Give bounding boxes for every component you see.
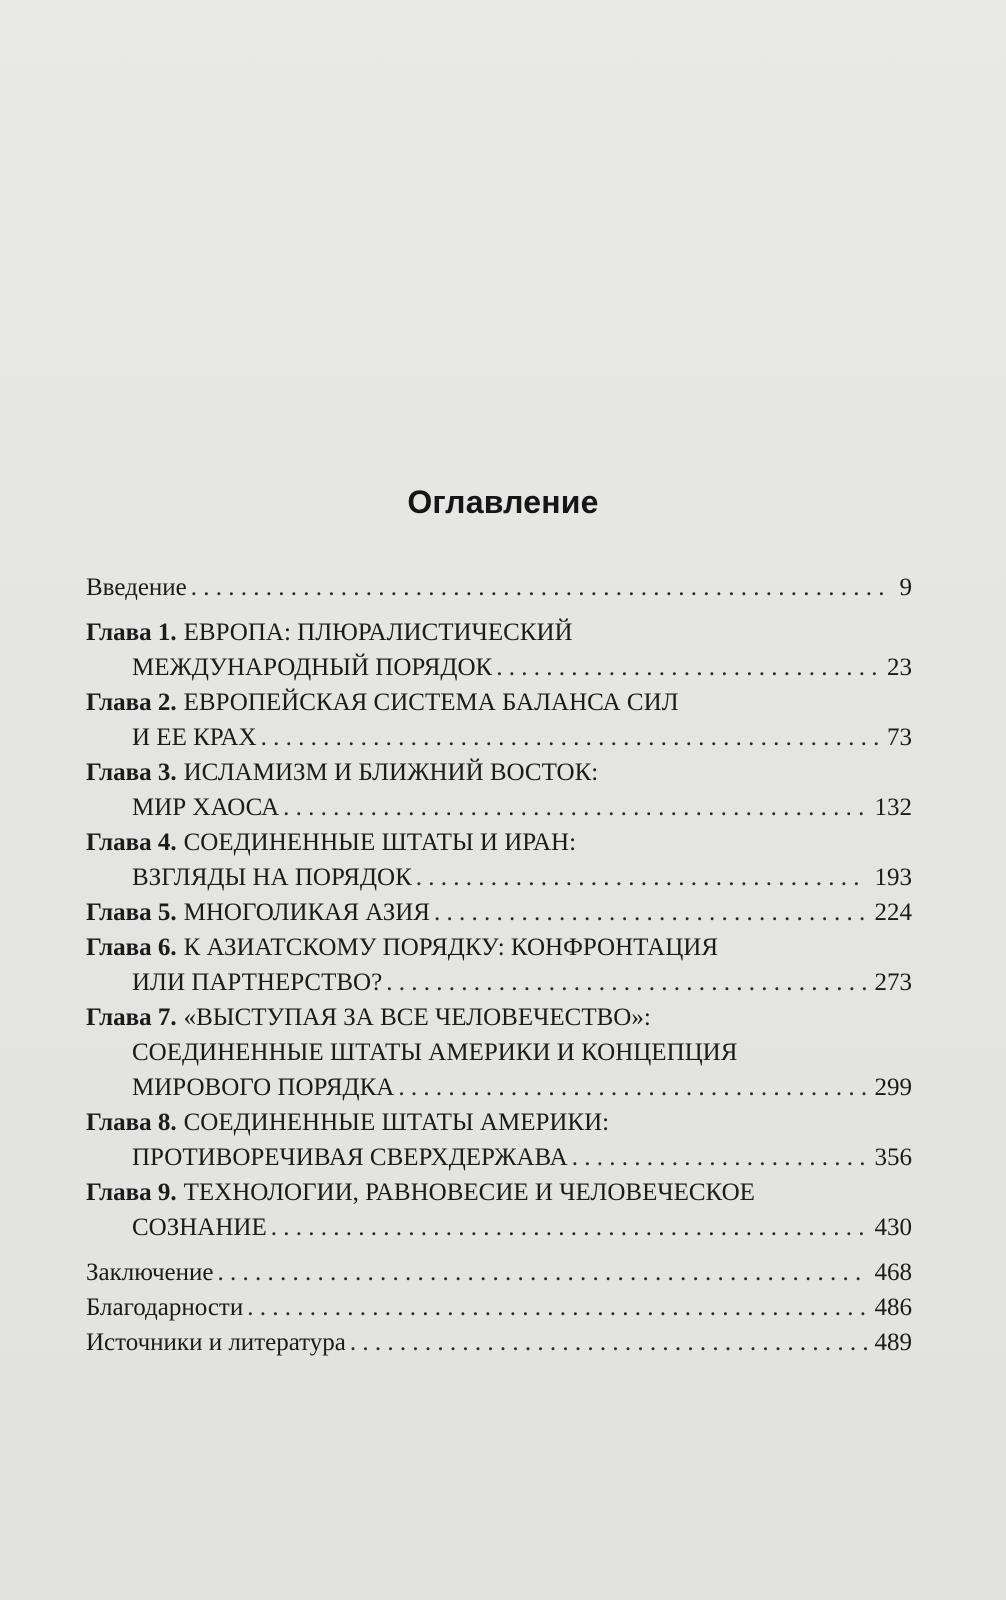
chapter-title-line: ВЗГЛЯДЫ НА ПОРЯДОК <box>132 864 412 891</box>
toc-entry-conclusion <box>86 1255 912 1290</box>
chapter-label: Глава 1. <box>86 619 177 646</box>
toc-page-number: 23 <box>887 654 912 681</box>
dot-leader <box>572 1140 867 1175</box>
dot-leader <box>283 790 866 825</box>
chapter-title-line: МИР ХАОСА <box>132 794 280 821</box>
toc-page-number: 273 <box>874 969 912 996</box>
chapter-label: Глава 4. <box>86 829 177 856</box>
toc-page-number: 468 <box>874 1259 912 1286</box>
chapter-title-line: ТЕХНОЛОГИИ, РАВНОВЕСИЕ И ЧЕЛОВЕЧЕСКОЕ <box>183 1179 755 1206</box>
dot-leader <box>416 860 867 895</box>
chapter-title-line: СОЕДИНЕННЫЕ ШТАТЫ АМЕРИКИ: <box>183 1109 610 1136</box>
dot-leader <box>191 570 892 605</box>
toc-page-number: 73 <box>887 724 912 751</box>
dot-leader <box>398 1070 866 1105</box>
chapter-title-line: К АЗИАТСКОМУ ПОРЯДКУ: КОНФРОНТАЦИЯ <box>183 934 719 961</box>
chapter-label: Глава 3. <box>86 759 177 786</box>
dot-leader <box>434 895 867 930</box>
toc-page-number: 9 <box>899 574 912 601</box>
toc-entry-label: Благодарности <box>86 1294 244 1321</box>
toc-entry-label: Введение <box>86 574 187 601</box>
toc-entry-label: Заключение <box>86 1259 214 1286</box>
chapter-title-line: СОЗНАНИЕ <box>132 1214 267 1241</box>
dot-leader <box>247 1290 866 1325</box>
table-of-contents <box>86 570 912 1360</box>
chapter-label: Глава 7. <box>86 1004 177 1031</box>
toc-entry-chapter-4 <box>86 825 912 895</box>
chapter-title-line: СОЕДИНЕННЫЕ ШТАТЫ И ИРАН: <box>183 829 577 856</box>
dot-leader <box>350 1325 867 1360</box>
dot-leader <box>271 1210 867 1245</box>
chapter-label: Глава 2. <box>86 689 177 716</box>
toc-entry-chapter-9 <box>86 1175 912 1245</box>
dot-leader <box>386 965 866 1000</box>
chapter-title-line: МНОГОЛИКАЯ АЗИЯ <box>183 899 430 926</box>
dot-leader <box>218 1255 867 1290</box>
toc-entry-chapter-7 <box>86 1000 912 1105</box>
chapter-title-line: «ВЫСТУПАЯ ЗА ВСЕ ЧЕЛОВЕЧЕСТВО»: <box>183 1004 651 1031</box>
toc-entry-chapter-3 <box>86 755 912 825</box>
toc-entry-chapter-6 <box>86 930 912 1000</box>
toc-entry-chapter-5 <box>86 895 912 930</box>
toc-page-number: 356 <box>874 1144 912 1171</box>
toc-entry-chapter-1 <box>86 615 912 685</box>
chapter-title-line: МЕЖДУНАРОДНЫЙ ПОРЯДОК <box>132 654 493 681</box>
chapter-title-line: ЕВРОПА: ПЛЮРАЛИСТИЧЕСКИЙ <box>183 619 573 646</box>
chapter-title-line: И ЕЕ КРАХ <box>132 724 257 751</box>
toc-page-number: 224 <box>874 899 912 926</box>
toc-entry-chapter-2 <box>86 685 912 755</box>
toc-entry-label: Источники и литература <box>86 1329 346 1356</box>
chapter-title-line: ИСЛАМИЗМ И БЛИЖНИЙ ВОСТОК: <box>183 759 599 786</box>
chapter-label: Глава 9. <box>86 1179 177 1206</box>
chapter-title-line: ИЛИ ПАРТНЕРСТВО? <box>132 969 383 996</box>
toc-page-number: 430 <box>874 1214 912 1241</box>
chapter-label: Глава 6. <box>86 934 177 961</box>
chapter-title-line: ЕВРОПЕЙСКАЯ СИСТЕМА БАЛАНСА СИЛ <box>183 689 679 716</box>
chapter-title-line: ПРОТИВОРЕЧИВАЯ СВЕРХДЕРЖАВА <box>132 1144 568 1171</box>
toc-entry-chapter-8 <box>86 1105 912 1175</box>
toc-page-number: 193 <box>874 864 912 891</box>
page-title: Оглавление <box>407 484 599 520</box>
toc-page-number: 489 <box>874 1329 912 1356</box>
chapter-title-line: СОЕДИНЕННЫЕ ШТАТЫ АМЕРИКИ И КОНЦЕПЦИЯ <box>132 1039 738 1066</box>
toc-page-number: 299 <box>874 1074 912 1101</box>
chapter-title-line: МИРОВОГО ПОРЯДКА <box>132 1074 395 1101</box>
toc-entry-sources <box>86 1325 912 1360</box>
dot-leader <box>496 650 879 685</box>
toc-entry-intro <box>86 570 912 605</box>
toc-page-number: 132 <box>874 794 912 821</box>
chapter-label: Глава 5. <box>86 899 177 926</box>
toc-page-number: 486 <box>874 1294 912 1321</box>
chapter-label: Глава 8. <box>86 1109 177 1136</box>
toc-entry-acknowledgements <box>86 1290 912 1325</box>
dot-leader <box>261 720 879 755</box>
